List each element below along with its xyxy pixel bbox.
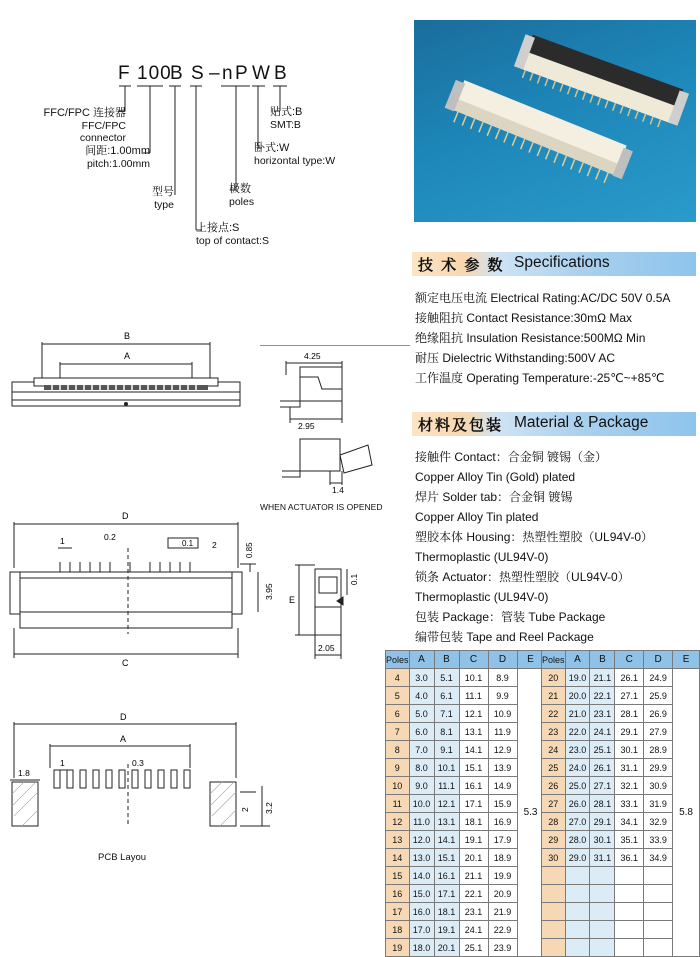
dim-0-85: 0.85	[245, 542, 254, 558]
table-cell: 21.1	[590, 669, 615, 687]
dimension-table-left	[385, 650, 545, 957]
col-b: B	[434, 651, 459, 669]
dim-b: B	[124, 331, 131, 341]
pn-n: n	[222, 63, 234, 84]
table-cell: 18.0	[409, 939, 434, 957]
table-cell: 14.0	[409, 867, 434, 885]
spec-contact-resistance: 接触阻抗 Contact Resistance:30mΩ Max	[415, 311, 633, 325]
table-cell: 30	[542, 849, 566, 867]
material-title-en: Material & Package	[514, 414, 649, 431]
table-cell: 12.1	[459, 705, 488, 723]
col-e: E	[517, 651, 544, 669]
table-cell: 27.9	[644, 723, 673, 741]
table-cell: 19	[386, 939, 410, 957]
table-cell: 32.9	[644, 813, 673, 831]
material-solder-tab: 焊片 Solder tab：合金铜 镀锡	[415, 490, 573, 504]
col-c: C	[459, 651, 488, 669]
dim-0-2: 0.2	[104, 532, 116, 542]
table-cell: 17.9	[488, 831, 517, 849]
pcb-layout-title: PCB Layou	[98, 852, 147, 863]
table-cell: 8.0	[409, 759, 434, 777]
spec-operating-temperature: 工作温度 Operating Temperature:-25℃~+85℃	[415, 371, 665, 385]
table-cell: 24.0	[565, 759, 590, 777]
table-cell: 15.1	[434, 849, 459, 867]
table-cell: 12	[386, 813, 410, 831]
table-cell: 29	[542, 831, 566, 849]
table-cell: 28.1	[615, 705, 644, 723]
table-cell: 19.9	[488, 867, 517, 885]
table-cell: 16.0	[409, 903, 434, 921]
table-cell: 27.1	[615, 687, 644, 705]
table-cell: 31.9	[644, 795, 673, 813]
table-cell-e: 5.8	[673, 669, 700, 957]
table-cell	[615, 921, 644, 939]
table-cell: 31.1	[590, 849, 615, 867]
table-cell: 12.1	[434, 795, 459, 813]
pcb-dim-1-8: 1.8	[18, 768, 30, 778]
pn-p: P	[235, 63, 249, 84]
col-a: A	[565, 651, 590, 669]
top-view-drawing	[0, 320, 260, 420]
table-cell: 8	[386, 741, 410, 759]
table-cell: 27	[542, 795, 566, 813]
pn-f: F	[118, 63, 131, 84]
specifications-title-cn: 技 术 参 数	[418, 257, 505, 274]
table-cell-e: 5.3	[517, 669, 544, 957]
table-cell: 20.9	[488, 885, 517, 903]
table-cell: 26.0	[565, 795, 590, 813]
table-cell	[542, 939, 566, 957]
table-cell: 20	[542, 669, 566, 687]
pcb-dim-d: D	[120, 712, 127, 722]
table-cell: 9.0	[409, 777, 434, 795]
table-cell: 27.0	[565, 813, 590, 831]
table-cell: 21.1	[459, 867, 488, 885]
table-row	[542, 669, 700, 687]
dim-3-95: 3.95	[264, 583, 274, 600]
table-cell	[644, 939, 673, 957]
product-photo	[414, 20, 696, 222]
table-cell: 22.9	[488, 921, 517, 939]
table-cell: 6.0	[409, 723, 434, 741]
table-cell: 30.1	[590, 831, 615, 849]
side-profile-drawing	[260, 345, 410, 495]
table-cell: 5.1	[434, 669, 459, 687]
table-cell: 7.1	[434, 705, 459, 723]
table-cell: 30.9	[644, 777, 673, 795]
table-cell: 12.0	[409, 831, 434, 849]
table-cell: 5	[386, 687, 410, 705]
table-cell: 14.1	[459, 741, 488, 759]
table-cell: 24	[542, 741, 566, 759]
table-cell: 13	[386, 831, 410, 849]
end-view-drawing	[285, 555, 375, 665]
table-cell: 10.9	[488, 705, 517, 723]
pn-s: S	[191, 63, 205, 84]
table-cell	[542, 885, 566, 903]
table-cell: 24.9	[644, 669, 673, 687]
table-cell: 14	[386, 849, 410, 867]
table-cell: 19.1	[434, 921, 459, 939]
table-cell: 17.1	[459, 795, 488, 813]
table-cell: 16	[386, 885, 410, 903]
table-cell: 17.0	[409, 921, 434, 939]
table-cell: 32.1	[615, 777, 644, 795]
pcb-dim-3-2: 3.2	[264, 802, 274, 814]
material-contact-en: Copper Alloy Tin (Gold) plated	[415, 470, 576, 484]
pn-100: 100	[137, 63, 172, 84]
table-cell: 34.9	[644, 849, 673, 867]
dim-d: D	[122, 511, 129, 521]
table-cell	[590, 939, 615, 957]
table-cell: 35.1	[615, 831, 644, 849]
table-cell: 14.1	[434, 831, 459, 849]
naming-smt: 贴式:B SMT:B	[270, 106, 303, 131]
material-list	[415, 447, 653, 647]
table-cell: 6	[386, 705, 410, 723]
table-cell: 25.1	[590, 741, 615, 759]
table-cell: 14.9	[488, 777, 517, 795]
dim-2-05: 2.05	[318, 643, 335, 653]
table-cell	[542, 867, 566, 885]
table-header-row	[386, 651, 545, 669]
table-cell: 25.0	[565, 777, 590, 795]
dim-2: 2	[212, 540, 217, 550]
col-c: C	[615, 651, 644, 669]
table-cell: 36.1	[615, 849, 644, 867]
table-cell: 24.1	[459, 921, 488, 939]
table-cell: 9.9	[488, 687, 517, 705]
pcb-dim-2: 2	[240, 807, 250, 812]
table-cell: 29.0	[565, 849, 590, 867]
col-d: D	[488, 651, 517, 669]
table-cell: 34.1	[615, 813, 644, 831]
col-poles: Poles	[386, 651, 410, 669]
table-cell: 23.1	[459, 903, 488, 921]
table-cell: 10.1	[434, 759, 459, 777]
material-solder-tab-en: Copper Alloy Tin plated	[415, 510, 539, 524]
table-cell: 21	[542, 687, 566, 705]
table-cell: 33.1	[615, 795, 644, 813]
table-cell	[565, 921, 590, 939]
table-header-row	[542, 651, 700, 669]
table-cell: 7	[386, 723, 410, 741]
table-cell	[615, 939, 644, 957]
connector-render-image	[414, 20, 696, 222]
material-actuator: 锁条 Actuator：热塑性塑胶（UL94V-0）	[415, 570, 630, 584]
dim-0-1-side: 0.1	[350, 573, 359, 585]
col-d: D	[644, 651, 673, 669]
table-cell: 10.0	[409, 795, 434, 813]
pcb-dim-0-3: 0.3	[132, 758, 144, 768]
table-cell: 23.0	[565, 741, 590, 759]
table-cell: 18.1	[434, 903, 459, 921]
material-header	[412, 412, 696, 436]
table-cell: 30.1	[615, 741, 644, 759]
table-cell	[644, 867, 673, 885]
table-cell: 9.1	[434, 741, 459, 759]
naming-poles: 极数 poles	[229, 183, 255, 208]
table-cell: 33.9	[644, 831, 673, 849]
table-cell: 28.1	[590, 795, 615, 813]
table-cell	[644, 921, 673, 939]
table-cell	[615, 867, 644, 885]
naming-connector: FFC/FPC 连接器 FFC/FPC connector	[43, 107, 126, 144]
col-b: B	[590, 651, 615, 669]
table-cell: 21.9	[488, 903, 517, 921]
table-cell: 24.1	[590, 723, 615, 741]
dim-1: 1	[60, 536, 65, 546]
table-cell: 15.9	[488, 795, 517, 813]
table-cell: 26.1	[615, 669, 644, 687]
table-cell	[590, 921, 615, 939]
specifications-title-en: Specifications	[514, 254, 610, 271]
naming-top-contact: 上接点:S top of contact:S	[196, 222, 269, 247]
table-cell: 31.1	[615, 759, 644, 777]
pn-w: W	[252, 63, 271, 84]
table-cell: 20.1	[434, 939, 459, 957]
dim-2-95: 2.95	[298, 421, 315, 431]
spec-electrical-rating: 额定电压电流 Electrical Rating:AC/DC 50V 0.5A	[415, 291, 671, 305]
table-cell: 29.1	[615, 723, 644, 741]
table-cell: 10.1	[459, 669, 488, 687]
table-cell	[565, 867, 590, 885]
table-cell: 20.1	[459, 849, 488, 867]
pn-b: B	[170, 63, 184, 84]
specifications-list	[415, 288, 670, 388]
table-cell: 22	[542, 705, 566, 723]
table-cell: 27.1	[590, 777, 615, 795]
pcb-dim-a: A	[120, 734, 127, 744]
table-cell: 18	[386, 921, 410, 939]
table-cell: 18.9	[488, 849, 517, 867]
spec-insulation-resistance: 绝缘阻抗 Insulation Resistance:500MΩ Min	[415, 331, 646, 345]
table-cell: 16.9	[488, 813, 517, 831]
table-cell: 21.0	[565, 705, 590, 723]
pn-dash: –	[209, 63, 221, 84]
table-cell: 25.1	[459, 939, 488, 957]
pn-b2: B	[274, 63, 288, 84]
table-cell	[615, 885, 644, 903]
table-cell: 20.0	[565, 687, 590, 705]
table-cell	[542, 921, 566, 939]
table-cell: 23.9	[488, 939, 517, 957]
table-cell: 13.9	[488, 759, 517, 777]
table-cell	[590, 867, 615, 885]
table-cell	[565, 885, 590, 903]
table-cell: 28.0	[565, 831, 590, 849]
table-cell: 8.9	[488, 669, 517, 687]
table-cell: 13.1	[459, 723, 488, 741]
table-cell: 8.1	[434, 723, 459, 741]
material-actuator-en: Thermoplastic (UL94V-0)	[415, 590, 549, 604]
table-cell	[644, 885, 673, 903]
table-cell	[590, 885, 615, 903]
actuator-note: WHEN ACTUATOR IS OPENED	[260, 502, 383, 512]
table-cell: 18.1	[459, 813, 488, 831]
table-cell: 11.1	[459, 687, 488, 705]
table-cell: 17	[386, 903, 410, 921]
table-cell: 29.1	[590, 813, 615, 831]
table-cell: 29.9	[644, 759, 673, 777]
table-cell: 28	[542, 813, 566, 831]
col-a: A	[409, 651, 434, 669]
table-cell: 19.1	[459, 831, 488, 849]
table-cell: 13.1	[434, 813, 459, 831]
table-cell: 3.0	[409, 669, 434, 687]
table-cell: 16.1	[434, 867, 459, 885]
material-contact: 接触件 Contact：合金铜 镀锡（金）	[415, 450, 608, 464]
table-cell: 10	[386, 777, 410, 795]
material-package: 包装 Package：管装 Tube Package	[415, 610, 606, 624]
material-housing: 塑胶本体 Housing：热塑性塑胶（UL94V-0）	[415, 530, 654, 544]
front-view-drawing	[0, 508, 290, 668]
table-cell: 22.1	[590, 687, 615, 705]
table-cell: 11.0	[409, 813, 434, 831]
table-cell: 25	[542, 759, 566, 777]
table-cell: 5.0	[409, 705, 434, 723]
table-cell	[590, 903, 615, 921]
table-cell: 13.0	[409, 849, 434, 867]
dim-0-1: 0.1	[182, 539, 194, 548]
dimension-table-right	[541, 650, 700, 957]
table-cell: 22.1	[459, 885, 488, 903]
dim-1-4: 1.4	[332, 485, 344, 495]
table-cell	[565, 903, 590, 921]
table-cell: 6.1	[434, 687, 459, 705]
table-cell: 4.0	[409, 687, 434, 705]
table-cell: 26.1	[590, 759, 615, 777]
table-cell: 17.1	[434, 885, 459, 903]
table-cell: 26	[542, 777, 566, 795]
table-cell: 16.1	[459, 777, 488, 795]
dim-4-25: 4.25	[304, 351, 321, 361]
dim-c: C	[122, 658, 129, 668]
spec-dielectric: 耐压 Dielectric Withstanding:500V AC	[415, 351, 616, 365]
table-cell: 11.9	[488, 723, 517, 741]
naming-horizontal: 卧式:W horizontal type:W	[254, 142, 336, 167]
dim-e: E	[289, 595, 296, 605]
pcb-layout-drawing	[0, 708, 290, 838]
naming-type: 型号 type	[152, 186, 174, 211]
specifications-header	[412, 252, 696, 276]
table-cell	[615, 903, 644, 921]
material-housing-en: Thermoplastic (UL94V-0)	[415, 550, 549, 564]
table-cell: 11.1	[434, 777, 459, 795]
table-cell: 23	[542, 723, 566, 741]
table-cell: 25.9	[644, 687, 673, 705]
table-cell: 15.0	[409, 885, 434, 903]
table-cell: 4	[386, 669, 410, 687]
col-poles: Poles	[542, 651, 566, 669]
table-cell: 7.0	[409, 741, 434, 759]
table-cell	[644, 903, 673, 921]
material-tape-reel: 编带包装 Tape and Reel Package	[415, 630, 594, 644]
table-row	[386, 669, 545, 687]
table-cell: 9	[386, 759, 410, 777]
table-cell	[565, 939, 590, 957]
col-e: E	[673, 651, 700, 669]
dim-a: A	[124, 351, 131, 361]
table-cell: 23.1	[590, 705, 615, 723]
table-cell: 15	[386, 867, 410, 885]
table-cell: 19.0	[565, 669, 590, 687]
pcb-dim-1: 1	[60, 758, 65, 768]
table-cell	[542, 903, 566, 921]
naming-pitch: 间距:1.00mm pitch:1.00mm	[85, 145, 150, 170]
material-title-cn: 材料及包装	[418, 417, 504, 434]
table-cell: 12.9	[488, 741, 517, 759]
table-cell: 22.0	[565, 723, 590, 741]
table-cell: 15.1	[459, 759, 488, 777]
table-cell: 26.9	[644, 705, 673, 723]
table-cell: 28.9	[644, 741, 673, 759]
table-cell: 11	[386, 795, 410, 813]
